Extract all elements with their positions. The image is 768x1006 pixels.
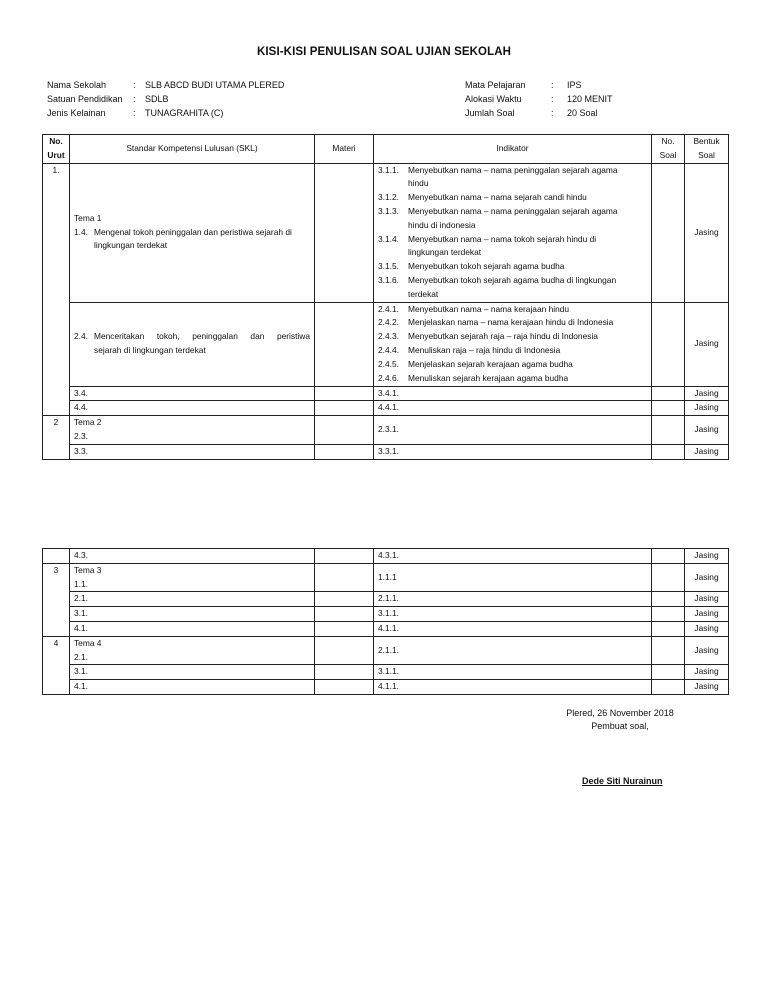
header-indikator: Indikator <box>374 135 652 164</box>
info-colon: : <box>551 94 554 104</box>
table-row <box>43 163 729 302</box>
skl-cell: 4.4. <box>70 401 315 416</box>
indikator-number: 3.1.1. <box>378 164 399 175</box>
info-value: TUNAGRAHITA (C) <box>145 108 224 118</box>
bentuk-soal-cell: Jasing <box>685 636 729 665</box>
table-row <box>43 386 729 401</box>
info-value: SDLB <box>145 94 169 104</box>
skl-cell: 3.1. <box>70 665 315 680</box>
info-colon: : <box>551 108 554 118</box>
materi-cell <box>315 665 374 680</box>
skl-cell: 3.3. <box>70 444 315 459</box>
info-label: Jenis Kelainan <box>47 108 106 118</box>
skl-cell: 2.1. <box>70 592 315 607</box>
skl-text: Mengenal tokoh peninggalan dan peristiwa sejarah di <box>94 226 292 237</box>
materi-cell <box>315 549 374 564</box>
indikator-cell <box>374 302 652 386</box>
header-skl: Standar Kompetensi Lulusan (SKL) <box>70 135 315 164</box>
indikator-cell: 3.1.1. <box>374 665 652 680</box>
no-soal-cell <box>652 665 685 680</box>
no-soal-cell <box>652 680 685 695</box>
table-row <box>43 665 729 680</box>
no-soal-cell <box>652 607 685 622</box>
indikator-cell: 4.3.1. <box>374 549 652 564</box>
bentuk-soal-cell: Jasing <box>685 665 729 680</box>
indikator-cell <box>374 163 652 302</box>
indikator-text: Menyebutkan nama – nama peninggalan sejarah agama <box>408 164 618 175</box>
indikator-text: Menjelaskan sejarah kerajaan agama budha <box>408 358 573 369</box>
materi-cell <box>315 592 374 607</box>
indikator-item <box>378 303 647 317</box>
skl-text: Menceritakan tokoh, peninggalan dan peristiwa <box>94 331 310 342</box>
indikator-item <box>378 344 647 358</box>
indikator-text: Menyebutkan tokoh sejarah agama budha <box>408 261 565 272</box>
tema-label: Tema 4 <box>74 637 102 648</box>
info-colon: : <box>551 80 554 90</box>
materi-cell <box>315 607 374 622</box>
indikator-number: 3.1.4. <box>378 233 399 244</box>
indikator-text: Menuliskan sejarah kerajaan agama budha <box>408 372 569 383</box>
indikator-text-continued: hindu <box>408 178 429 189</box>
materi-cell <box>315 563 374 592</box>
table-row <box>43 444 729 459</box>
document-title: KISI-KISI PENULISAN SOAL UJIAN SEKOLAH <box>256 46 512 58</box>
info-label: Alokasi Waktu <box>465 94 522 104</box>
info-row-alokasi-waktu <box>465 92 613 106</box>
no-soal-cell <box>652 549 685 564</box>
skl-number: 2.1. <box>74 651 88 662</box>
info-value: 20 Soal <box>567 108 598 118</box>
indikator-text: Menyebutkan nama – nama sejarah candi hindu <box>408 192 587 203</box>
indikator-text: Menyebutkan nama – nama tokoh sejarah hindu di <box>408 233 597 244</box>
indikator-item <box>378 372 647 386</box>
bentuk-soal-cell: Jasing <box>685 444 729 459</box>
indikator-cell: 3.3.1. <box>374 444 652 459</box>
indikator-cell: 2.3.1. <box>374 416 652 445</box>
indikator-cell: 4.1.1. <box>374 680 652 695</box>
skl-item <box>74 226 310 240</box>
indikator-number: 2.4.5. <box>378 358 399 369</box>
indikator-number: 3.1.5. <box>378 261 399 272</box>
bentuk-soal-cell: Jasing <box>685 163 729 302</box>
materi-cell <box>315 386 374 401</box>
indikator-text-continued: hindu di indonesia <box>408 219 476 230</box>
no-soal-cell <box>652 636 685 665</box>
no-soal-cell <box>652 444 685 459</box>
table-row <box>43 636 729 665</box>
materi-cell <box>315 302 374 386</box>
no-soal-cell <box>652 563 685 592</box>
row-number: 2 <box>43 416 70 459</box>
skl-cell <box>70 563 315 592</box>
indikator-text: Menyebutkan nama – nama kerajaan hindu <box>408 303 570 314</box>
materi-cell <box>315 163 374 302</box>
table-row <box>43 592 729 607</box>
tema-label: Tema 2 <box>74 417 102 428</box>
info-colon: : <box>133 108 136 118</box>
info-label: Satuan Pendidikan <box>47 94 123 104</box>
skl-cell: 3.1. <box>70 607 315 622</box>
indikator-number: 2.4.6. <box>378 372 399 383</box>
indikator-number: 3.1.3. <box>378 205 399 216</box>
signer-name: Dede Siti Nurainun <box>582 776 663 786</box>
indikator-cell: 2.1.1. <box>374 592 652 607</box>
bentuk-soal-cell: Jasing <box>685 401 729 416</box>
materi-cell <box>315 621 374 636</box>
subject-info <box>465 78 613 120</box>
no-soal-cell <box>652 386 685 401</box>
table-row <box>43 416 729 445</box>
skl-number: 2.3. <box>74 430 88 441</box>
info-colon: : <box>133 94 136 104</box>
indikator-number: 2.4.4. <box>378 344 399 355</box>
info-value: SLB ABCD BUDI UTAMA PLERED <box>145 80 285 90</box>
indikator-item <box>378 233 647 247</box>
header-no-urut: No. Urut <box>43 135 70 164</box>
skl-text-continued: lingkungan terdekat <box>94 240 168 251</box>
row-number: 1. <box>43 163 70 416</box>
table-row <box>43 607 729 622</box>
indikator-cell: 2.1.1. <box>374 636 652 665</box>
row-number: 4 <box>43 636 70 694</box>
table-row <box>43 401 729 416</box>
bentuk-soal-cell: Jasing <box>685 386 729 401</box>
no-soal-cell <box>652 163 685 302</box>
indikator-text: Menyebutkan tokoh sejarah agama budha di lingkungan <box>408 274 617 285</box>
indikator-item <box>378 358 647 372</box>
materi-cell <box>315 444 374 459</box>
table-row <box>43 621 729 636</box>
signature-block <box>550 707 690 733</box>
table-row <box>43 302 729 386</box>
signer-role: Pembuat soal, <box>591 721 649 731</box>
indikator-text: Menyebutkan nama – nama peninggalan sejarah agama <box>408 205 618 216</box>
table-header-row <box>43 135 729 164</box>
indikator-text: Menjelaskan nama – nama kerajaan hindu di Indonesia <box>408 317 614 328</box>
row-number: 3 <box>43 563 70 636</box>
indikator-number: 2.4.1. <box>378 303 399 314</box>
header-no-soal: No. Soal <box>652 135 685 164</box>
materi-cell <box>315 416 374 445</box>
info-label: Mata Pelajaran <box>465 80 526 90</box>
info-label: Nama Sekolah <box>47 80 107 90</box>
table-row <box>43 563 729 592</box>
info-value: 120 MENIT <box>567 94 613 104</box>
skl-number: 1.1. <box>74 578 88 589</box>
indikator-number: 2.4.3. <box>378 331 399 342</box>
indikator-item <box>378 330 647 344</box>
tema-label: Tema 3 <box>74 564 102 575</box>
skl-text-continued: sejarah di lingkungan terdekat <box>94 345 206 356</box>
info-row-jumlah-soal <box>465 106 613 120</box>
indikator-item <box>378 260 647 274</box>
indikator-cell: 4.4.1. <box>374 401 652 416</box>
info-colon: : <box>133 80 136 90</box>
info-label: Jumlah Soal <box>465 108 515 118</box>
skl-cell: 3.4. <box>70 386 315 401</box>
no-soal-cell <box>652 592 685 607</box>
indikator-number: 3.1.6. <box>378 274 399 285</box>
table-row <box>43 680 729 695</box>
indikator-number: 3.1.2. <box>378 192 399 203</box>
indikator-cell: 1.1.1 <box>374 563 652 592</box>
materi-cell <box>315 680 374 695</box>
materi-cell <box>315 636 374 665</box>
bentuk-soal-cell: Jasing <box>685 563 729 592</box>
bentuk-soal-cell: Jasing <box>685 621 729 636</box>
place-date: Plered, 26 November 2018 <box>566 708 674 718</box>
info-row-jenis-kelainan <box>47 106 284 120</box>
info-row-nama-sekolah <box>47 78 284 92</box>
bentuk-soal-cell: Jasing <box>685 302 729 386</box>
skl-cell <box>70 302 315 386</box>
indikator-text-continued: terdekat <box>408 288 439 299</box>
row-number <box>43 549 70 564</box>
indikator-item <box>378 164 647 178</box>
indikator-item <box>378 274 647 288</box>
materi-cell <box>315 401 374 416</box>
indikator-cell: 3.4.1. <box>374 386 652 401</box>
skl-item <box>74 330 310 344</box>
indikator-text-continued: lingkungan terdekat <box>408 247 482 258</box>
bentuk-soal-cell: Jasing <box>685 416 729 445</box>
bentuk-soal-cell: Jasing <box>685 549 729 564</box>
table-row <box>43 549 729 564</box>
kisi-kisi-table-continued <box>42 548 729 695</box>
skl-number: 2.4. <box>74 331 88 342</box>
skl-cell: 4.1. <box>70 680 315 695</box>
bentuk-soal-cell: Jasing <box>685 680 729 695</box>
skl-cell <box>70 416 315 445</box>
indikator-item <box>378 191 647 205</box>
indikator-text: Menyebutkan sejarah raja – raja hindu di Indonesia <box>408 331 598 342</box>
indikator-item <box>378 205 647 219</box>
bentuk-soal-cell: Jasing <box>685 607 729 622</box>
info-value: IPS <box>567 80 582 90</box>
info-row-satuan-pendidikan <box>47 92 284 106</box>
bentuk-soal-cell: Jasing <box>685 592 729 607</box>
no-soal-cell <box>652 416 685 445</box>
no-soal-cell <box>652 621 685 636</box>
no-soal-cell <box>652 401 685 416</box>
header-bentuk-soal: Bentuk Soal <box>685 135 729 164</box>
school-info <box>47 78 284 120</box>
skl-cell: 4.1. <box>70 621 315 636</box>
indikator-item <box>378 316 647 330</box>
skl-cell <box>70 636 315 665</box>
header-materi: Materi <box>315 135 374 164</box>
indikator-number: 2.4.2. <box>378 317 399 328</box>
info-row-mata-pelajaran <box>465 78 613 92</box>
indikator-cell: 3.1.1. <box>374 607 652 622</box>
skl-cell <box>70 163 315 302</box>
skl-number: 1.4. <box>74 226 88 237</box>
kisi-kisi-table <box>42 134 729 460</box>
indikator-cell: 4.1.1. <box>374 621 652 636</box>
indikator-text: Menuliskan raja – raja hindu di Indonesia <box>408 344 561 355</box>
skl-cell: 4.3. <box>70 549 315 564</box>
no-soal-cell <box>652 302 685 386</box>
tema-label: Tema 1 <box>74 212 102 223</box>
